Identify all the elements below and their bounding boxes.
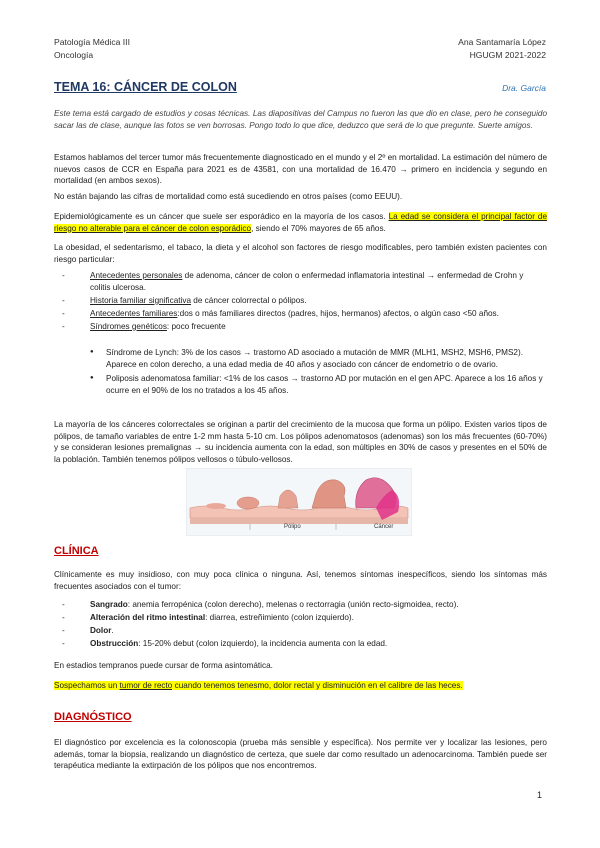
list-item bbox=[62, 612, 542, 624]
header-left bbox=[54, 36, 130, 62]
paragraph-modifiable-factors: La obesidad, el sedentarismo, el tabaco, la dieta y el alcohol son factores de riesgo modificables, pero también existen pacientes con riesgo particular: bbox=[54, 243, 547, 264]
symptom-term: Obstrucción bbox=[90, 639, 139, 649]
list-item: ● Poliposis adenomatosa familiar: <1% de los casos → trastorno AD por mutación en el gen APC. Aparece a los 16 años y ocurre en el 90% de los no tratados a los 45 años. bbox=[90, 373, 550, 396]
symptom-text: : anemia ferropénica (colon derecho), melenas o rectorragia (unión recto-sigmoidea, recto). bbox=[127, 600, 459, 609]
rectal-text-end: cuando tenemos tenesmo, dolor rectal y disminución en el calibre de las heces. bbox=[172, 681, 463, 690]
risk-list bbox=[62, 270, 542, 334]
list-item bbox=[62, 599, 542, 611]
list-item bbox=[62, 295, 542, 307]
list-item bbox=[62, 638, 542, 650]
list-item bbox=[62, 321, 542, 333]
epidemiology-text: Epidemiológicamente es un cáncer que suele ser esporádico en la mayoría de los casos. bbox=[54, 212, 389, 221]
author-name: Ana Santamaría López bbox=[458, 37, 546, 47]
symptom-text: : diarrea, estreñimiento (colon izquierdo). bbox=[205, 613, 354, 623]
paragraph-rectal-tumor bbox=[54, 680, 547, 692]
rectal-text-start: Sospechamos un bbox=[54, 681, 120, 690]
list-item-term: Antecedentes familiares bbox=[90, 308, 178, 318]
page-number: 1 bbox=[536, 790, 542, 800]
intro-paragraph: Este tema está cargado de estudios y cosas técnicas. Las diapositivas del Campus no fueron las que dio en clase, pero he conseguido sacar las de clase, aunque las fotos se ven borrosas. Pongo todo lo que dice, deduzco que será de lo que pregunte. Suerte amigos. bbox=[54, 109, 547, 130]
title-row bbox=[54, 80, 546, 96]
section-heading-clinica: CLÍNICA bbox=[54, 545, 99, 557]
list-item-term: Antecedentes personales bbox=[90, 271, 183, 280]
paragraph-epidemiology bbox=[54, 211, 547, 234]
polyp-progression-figure bbox=[186, 468, 412, 536]
header-right bbox=[458, 36, 546, 62]
cancer-label: Cáncer bbox=[374, 524, 394, 530]
symptom-term: Alteración del ritmo intestinal bbox=[90, 613, 206, 623]
course-name: Patología Médica III bbox=[54, 37, 130, 47]
list-item-term: Historia familiar significativa bbox=[90, 295, 192, 305]
symptom-term: Sangrado bbox=[90, 600, 128, 609]
symptom-term: Dolor bbox=[90, 626, 112, 636]
epidemiology-tail: , siendo el 70% mayores de 65 años. bbox=[251, 223, 386, 233]
list-item: ● Síndrome de Lynch: 3% de los casos → trastorno AD asociado a mutación de MMR (MLH1, MSH2, MSH6, PMS2). Aparece en colon derecho, a una edad media de 40 años y asociado con cáncer de endometrio o de ovario. bbox=[90, 347, 550, 370]
page-title: TEMA 16: CÁNCER DE COLON bbox=[54, 80, 237, 94]
list-item bbox=[62, 308, 542, 320]
list-item-term: Síndromes genéticos bbox=[90, 321, 167, 331]
list-item-text: : poco frecuente bbox=[166, 321, 226, 331]
list-item-text: :dos o más familiares directos (padres, hijos, hermanos) afectos, o algún caso <50 años. bbox=[177, 308, 499, 318]
symptom-text: : 15-20% debut (colon izquierdo), la incidencia aumenta con la edad. bbox=[138, 639, 388, 649]
list-item bbox=[62, 625, 542, 637]
symptom-text: . bbox=[111, 626, 114, 636]
paragraph-mortality: No están bajando las cifras de mortalidad como está sucediendo en otros países (como EEUU). bbox=[54, 192, 403, 201]
paragraph-polyps: La mayoría de los cánceres colorrectales se originan a partir del crecimiento de la mucosa que forma un pólipo. Existen varios tipos de pólipos, de tamaño variables de entre 1-2 mm hasta 5-10 cm. Los pólipos adenomatosos (adenomas) son los más frecuentes (60-70%) y se consideran lesiones premalignas → su incidencia aumenta con la edad, son múltiples en 30% de casos y presentes en el 50% de la población. También tenemos pólipos vellosos o túbulo-vellosos. bbox=[54, 420, 547, 464]
hospital-year: HGUGM 2021-2022 bbox=[469, 50, 546, 60]
paragraph-incidence: Estamos hablamos del tercer tumor más frecuentemente diagnosticado en el mundo y el 2º en mortalidad. La estimación del número de nuevos casos de CCR en España para 2021 es de 43581, con una mortalidad de 16.470 → primero en incidencia y segundo en mortalidad (en ambos sexos). bbox=[54, 153, 547, 186]
syndrome-list bbox=[90, 347, 550, 399]
paragraph-diagnostico: El diagnóstico por excelencia es la colonoscopia (prueba más sensible y específica). Nos permite ver y localizar las lesiones, pero además, tomar la biopsia, realizando un diagnóstico de certeza, que suele dar como resultado un adenocarcinoma. También puede ser terapéutica mediante la extirpación de los pólipos que nos encontremos. bbox=[54, 738, 547, 771]
subject-name: Oncología bbox=[54, 50, 94, 60]
list-item bbox=[62, 270, 542, 293]
lecturer-name: Dra. García bbox=[502, 83, 546, 93]
polyp-label: Pólipo bbox=[284, 524, 301, 530]
highlighted-risk-factor: La edad se considera el principal factor de riesgo no alterable para el cáncer de colon esporádico bbox=[54, 212, 547, 233]
section-heading-diagnostico: DIAGNÓSTICO bbox=[54, 711, 132, 723]
rectal-tumor-term: tumor de recto bbox=[119, 681, 173, 690]
list-item-text: de cáncer colorrectal o pólipos. bbox=[191, 295, 307, 305]
symptom-list bbox=[62, 599, 542, 651]
paragraph-clinica: Clínicamente es muy insidioso, con muy poca clínica o ninguna. Así, tenemos síntomas inespecíficos, siendo los síntomas más frecuentes asociados con el tumor: bbox=[54, 570, 547, 591]
list-item-text: de adenoma, cáncer de colon o enfermedad inflamatoria intestinal → enfermedad de Crohn y colitis ulcerosa. bbox=[90, 271, 524, 292]
paragraph-asymptomatic: En estadios tempranos puede cursar de forma asintomática. bbox=[54, 661, 273, 670]
